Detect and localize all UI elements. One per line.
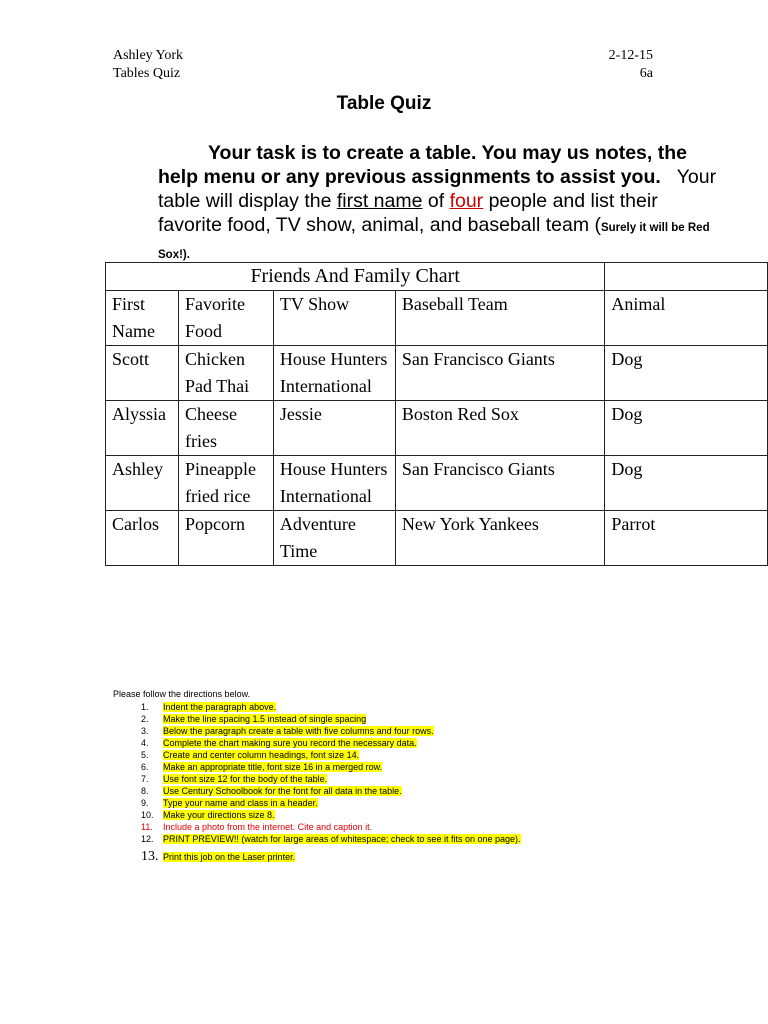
direction-text: Include a photo from the internet. Cite and caption it.: [163, 822, 373, 832]
table-cell: New York Yankees: [395, 511, 605, 566]
direction-number: 1.: [141, 702, 149, 712]
task-text-c: people and list their favorite food, TV show, animal, and baseball team (: [158, 190, 658, 236]
direction-item: [113, 713, 521, 725]
task-paragraph: [158, 141, 718, 267]
direction-text: Make your directions size 8.: [163, 810, 275, 820]
direction-text: Type your name and class in a header.: [163, 798, 318, 808]
table-cell: Alyssia: [106, 401, 179, 456]
column-header: First Name: [106, 291, 179, 346]
table-row: [106, 456, 768, 511]
direction-text: Make an appropriate title, font size 16 in a merged row.: [163, 762, 383, 772]
task-bold-intro: Your task is to create a table. You may us notes, the help menu or any previous assignments to assist you.: [158, 142, 687, 188]
friends-family-table: [105, 262, 768, 566]
task-first-name: first name: [336, 190, 423, 212]
direction-item: [113, 701, 521, 713]
student-name: Ashley York: [113, 48, 184, 63]
direction-number: 12.: [141, 834, 154, 844]
table-cell: Adventure Time: [273, 511, 395, 566]
directions-intro: Please follow the directions below.: [113, 689, 251, 699]
task-small-note: Surely it will be Red Sox!).: [158, 222, 710, 261]
page-title: Table Quiz: [336, 93, 432, 114]
table-row: [106, 346, 768, 401]
table-cell: Scott: [106, 346, 179, 401]
table-cell: Chicken Pad Thai: [178, 346, 273, 401]
directions-list: [113, 701, 521, 867]
direction-item: [113, 809, 521, 821]
direction-number: 9.: [141, 798, 149, 808]
table-cell: House Hunters International: [273, 456, 395, 511]
table-empty-cell: [605, 263, 768, 291]
direction-text: Make the line spacing 1.5 instead of single spacing: [163, 714, 367, 724]
table-cell: Jessie: [273, 401, 395, 456]
column-header: TV Show: [273, 291, 395, 346]
table-cell: San Francisco Giants: [395, 456, 605, 511]
direction-text: Create and center column headings, font size 14.: [163, 750, 360, 760]
header-class: 6a: [639, 66, 653, 81]
task-text-a: Your table will display the: [158, 166, 717, 212]
column-header: Favorite Food: [178, 291, 273, 346]
table-row: [106, 401, 768, 456]
table-cell: Parrot: [605, 511, 768, 566]
direction-number: 3.: [141, 726, 149, 736]
table-cell: Ashley: [106, 456, 179, 511]
direction-number: 11.: [141, 822, 153, 832]
task-four: four: [449, 190, 484, 212]
direction-number: 13.: [141, 849, 159, 864]
direction-number: 4.: [141, 738, 149, 748]
assignment-name: Tables Quiz: [113, 66, 181, 81]
direction-item: [113, 785, 521, 797]
direction-text: Use Century Schoolbook for the font for all data in the table.: [163, 786, 402, 796]
table-header-row: [106, 291, 768, 346]
direction-item: [113, 797, 521, 809]
table-cell: Dog: [605, 456, 768, 511]
direction-item: [113, 821, 521, 833]
direction-text: Complete the chart making sure you record the necessary data.: [163, 738, 417, 748]
direction-number: 10.: [141, 810, 154, 820]
table-cell: Pineapple fried rice: [178, 456, 273, 511]
header-date: 2-12-15: [608, 48, 653, 63]
direction-text: Indent the paragraph above.: [163, 702, 277, 712]
table-row: [106, 511, 768, 566]
direction-text: Below the paragraph create a table with five columns and four rows.: [163, 726, 434, 736]
direction-number: 7.: [141, 774, 149, 784]
direction-item: [113, 833, 521, 845]
direction-text: PRINT PREVIEW!! (watch for large areas of whitespace; check to see it fits on one page).: [163, 834, 521, 844]
table-title-row: [106, 263, 768, 291]
table-cell: Cheese fries: [178, 401, 273, 456]
direction-number: 6.: [141, 762, 149, 772]
direction-item: [113, 773, 521, 785]
direction-number: 8.: [141, 786, 149, 796]
task-text-b: of: [422, 190, 450, 212]
column-header: Baseball Team: [395, 291, 605, 346]
column-header: Animal: [605, 291, 768, 346]
direction-item: [113, 749, 521, 761]
direction-item: [113, 847, 521, 867]
table-title: Friends And Family Chart: [106, 263, 605, 291]
direction-item: [113, 761, 521, 773]
table-cell: Dog: [605, 346, 768, 401]
direction-item: [113, 737, 521, 749]
direction-text: Use font size 12 for the body of the table.: [163, 774, 328, 784]
table-cell: San Francisco Giants: [395, 346, 605, 401]
direction-item: [113, 725, 521, 737]
direction-number: 2.: [141, 714, 149, 724]
document-header-right: [609, 47, 653, 83]
table-cell: Dog: [605, 401, 768, 456]
table-cell: Carlos: [106, 511, 179, 566]
direction-text: Print this job on the Laser printer.: [163, 852, 296, 862]
document-header-left: [113, 47, 183, 83]
directions-section: [113, 688, 521, 867]
direction-number: 5.: [141, 750, 149, 760]
table-cell: Popcorn: [178, 511, 273, 566]
table-cell: House Hunters International: [273, 346, 395, 401]
table-cell: Boston Red Sox: [395, 401, 605, 456]
